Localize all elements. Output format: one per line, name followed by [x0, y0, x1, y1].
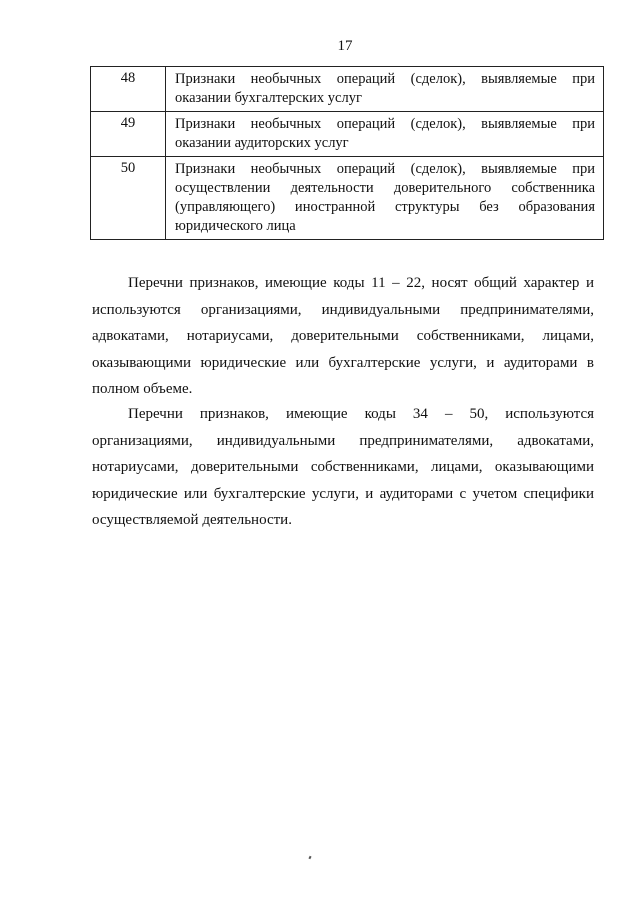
- table-row: [91, 112, 604, 157]
- codes-table: [90, 66, 604, 240]
- page-number: 17: [337, 38, 353, 54]
- scan-speck: [308, 856, 311, 860]
- paragraph: [92, 401, 594, 534]
- table-cell-description: Признаки необычных операций (сделок), выявляемые при оказании бухгалтерских услуг: [166, 67, 604, 112]
- paragraph-text: Перечни признаков, имеющие коды 11 – 22, носят общий характер и используются организациями, индивидуальными предпринимателями, адвокатами, нотариусами, доверительными собственниками, лицами, оказывающими юридические или бухгалтерские услуги, и аудиторами в полном объеме.: [92, 275, 594, 397]
- paragraph-text: Перечни признаков, имеющие коды 34 – 50, используются организациями, индивидуальными предпринимателями, адвокатами, нотариусами, доверительными собственниками, лицами, оказывающими юридические или бухгалтерские услуги, и аудиторами с учетом специфики осуществляемой деятельности.: [92, 406, 594, 528]
- table-cell-code: 49: [91, 112, 166, 157]
- table-cell-description: Признаки необычных операций (сделок), выявляемые при осуществлении деятельности доверительного собственника (управляющего) иностранной структуры без образования юридического лица: [166, 157, 604, 240]
- paragraph: [92, 270, 594, 403]
- table-cell-code: 50: [91, 157, 166, 240]
- table-cell-code: 48: [91, 67, 166, 112]
- table-row: [91, 67, 604, 112]
- table-cell-description: Признаки необычных операций (сделок), выявляемые при оказании аудиторских услуг: [166, 112, 604, 157]
- table-row: [91, 157, 604, 240]
